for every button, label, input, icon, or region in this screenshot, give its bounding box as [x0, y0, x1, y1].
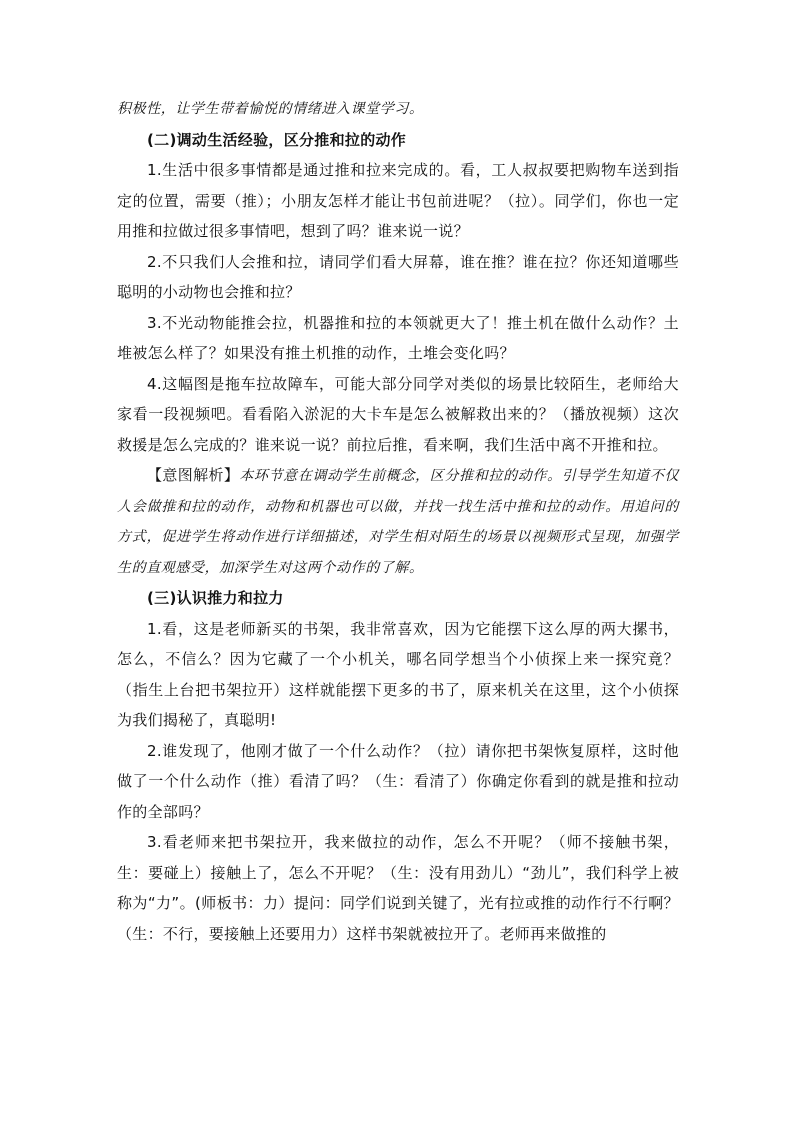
intent-analysis-text: 本环节意在调动学生前概念，区分推和拉的动作。引导学生知道不仅人会做推和拉的动作，动物和机器也可以做，并找一找生活中推和拉的动作。用追问的方式，促进学生将动作进行详细描述，对学生相对陌生的场景以视频形式呈现，加强学生的直观感受，加深学生对这两个动作的了解。 [117, 468, 679, 576]
section2-paragraph-2: 2.不只我们人会推和拉，请同学们看大屏幕，谁在推？谁在拉？你还知道哪些聪明的小动物也会推和拉？ [117, 252, 679, 301]
page-content [117, 94, 679, 949]
section-heading-3: (三)认识推力和拉力 [147, 589, 284, 607]
section-heading-2: (二)调动生活经验，区分推和拉的动作 [147, 130, 407, 149]
section2-paragraph-1: 1.生活中很多事情都是通过推和拉来完成的。看，工人叔叔要把购物车送到指定的位置，需要（推）；小朋友怎样才能让书包前进呢？（拉）。同学们，你也一定用推和拉做过很多事情吧，想到了吗？谁来说一说？ [117, 161, 679, 240]
section2-paragraph-4: 4.这幅图是拖车拉故障车，可能大部分同学对类似的场景比较陌生，老师给大家看一段视频吧。看看陷入淤泥的大卡车是怎么被解救出来的？（播放视频）这次救援是怎么完成的？谁来说一说？前拉后推，看来啊，我们生活中离不开推和拉。 [117, 374, 679, 454]
section2-paragraph-3: 3.不光动物能推会拉，机器推和拉的本领就更大了！推土机在做什么动作？土堆被怎么样了？如果没有推土机推的动作，土堆会变化吗？ [117, 313, 679, 362]
intro-paragraph-tail: 积极性，让学生带着愉悦的情绪进入课堂学习。 [117, 101, 424, 117]
intent-analysis-tag: 【意图解析】 [147, 466, 240, 484]
section3-paragraph-1: 1.看，这是老师新买的书架，我非常喜欢，因为它能摆下这么厚的两大摞书，怎么，不信么？因为它藏了一个小机关，哪名同学想当个小侦探上来一探究竟？（指生上台把书架拉开）这样就能摆下更多的书了，原来机关在这里，这个小侦探为我们揭秘了，真聪明! [117, 619, 679, 729]
section3-paragraph-2: 2.谁发现了，他刚才做了一个什么动作？（拉）请你把书架恢复原样，这时他做了一个什么动作（推）看清了吗？（生：看清了）你确定你看到的就是推和拉动作的全部吗？ [117, 741, 679, 821]
intent-analysis-note [117, 460, 679, 583]
section3-paragraph-3: 3.看老师来把书架拉开，我来做拉的动作，怎么不开呢？（师不接触书架，生：要碰上）接触上了，怎么不开呢？（生：没有用劲儿）“劲儿”，我们科学上被称为“力”。(师板书：力）提问：同学们说到关键了，光有拉或推的动作行不行啊？（生：不行，要接触上还要用力）这样书架就被拉开了。老师再来做推的 [117, 833, 679, 943]
